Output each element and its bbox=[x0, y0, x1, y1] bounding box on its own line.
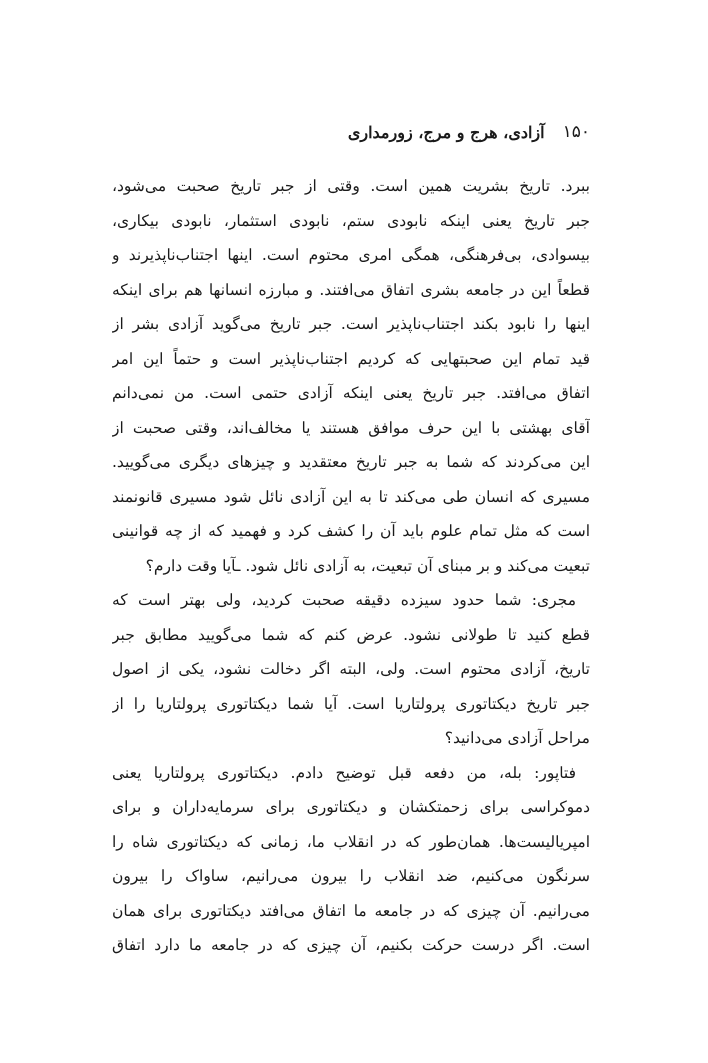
text-line: تاریخ، آزادی محتوم است. ولی، البته اگر دخالت نشود، یکی از اصول bbox=[112, 660, 590, 678]
text-line: است که مثل تمام علوم باید آن را کشف کرد و فهمید که از چه قوانینی bbox=[112, 522, 590, 540]
text-line: مجری: شما حدود سیزده دقیقه صحبت کردید، ولی بهتر است که bbox=[112, 591, 576, 609]
text-line: جبر تاریخ دیکتاتوری پرولتاریا است. آیا شما دیکتاتوری پرولتاریا را از bbox=[112, 694, 590, 713]
text-line: بیسوادی، بی‌فرهنگی، همگی امری محتوم است. اینها اجتناب‌ناپذیرند و bbox=[112, 246, 590, 264]
text-line: دموکراسی برای زحمتکشان و دیکتاتوری برای سرمایه‌داران و برای bbox=[112, 798, 590, 816]
text-line: قطعاً این در جامعه بشری اتفاق می‌افتند. و مبارزه انسانها هم برای اینکه bbox=[112, 280, 590, 299]
text-line: قید تمام این صحبتهایی که کردیم اجتناب‌ناپذیر است و حتماً این امر bbox=[112, 349, 590, 368]
text-line: مسیری که انسان طی می‌کند تا به این آزادی نائل شود مسیری قانونمند bbox=[112, 487, 590, 506]
text-line: اینها را نابود بکند اجتناب‌ناپذیر است. جبر تاریخ می‌گوید آزادی بشر از bbox=[112, 315, 590, 333]
text-line: این می‌کردند که شما به جبر تاریخ معتقدید و چیزهای دیگری می‌گویید. bbox=[112, 453, 590, 471]
text-line: می‌رانیم. آن چیزی که در جامعه ما اتفاق می‌افتد دیکتاتوری برای همان bbox=[112, 901, 590, 920]
text-line: آقای بهشتی با این حرف موافق هستند یا مخالف‌اند، وقتی صحبت از bbox=[112, 418, 590, 437]
text-line: جبر تاریخ یعنی اینکه نابودی ستم، نابودی استثمار، نابودی بیکاری، bbox=[112, 211, 590, 230]
text-line: فتاپور: بله، من دفعه قبل توضیح دادم. دیکتاتوری پرولتاریا یعنی bbox=[112, 763, 576, 782]
running-header bbox=[110, 120, 590, 144]
text-line: سرنگون می‌کنیم، ضد انقلاب را بیرون می‌رانیم، ساواک را بیرون bbox=[112, 867, 590, 885]
text-line: است. اگر درست حرکت بکنیم، آن چیزی که در جامعه ما دارد اتفاق bbox=[112, 936, 590, 954]
chapter-title: آزادی، هرج و مرج، زورمداری bbox=[347, 122, 545, 142]
text-line: مراحل آزادی می‌دانید؟ bbox=[444, 729, 590, 747]
text-line: امپریالیست‌ها. همان‌طور که در انقلاب ما، زمانی که دیکتاتوری شاه را bbox=[112, 832, 590, 851]
page-number: ۱۵۰ bbox=[562, 122, 590, 142]
text-line: ببرد. تاریخ بشریت همین است. وقتی از جبر تاریخ صحبت می‌شود، bbox=[112, 177, 590, 195]
text-line: تبعیت می‌کند و بر مبنای آن تبعیت، به آزادی نائل شود. ـآیا وقت دارم؟ bbox=[145, 556, 590, 575]
text-line: قطع کنید تا طولانی نشود. عرض کنم که شما می‌گویید مطابق جبر bbox=[112, 625, 590, 644]
body-text bbox=[112, 169, 590, 963]
text-line: اتفاق می‌افتد. جبر تاریخ یعنی اینکه آزادی حتمی است. من نمی‌دانم bbox=[112, 384, 590, 402]
